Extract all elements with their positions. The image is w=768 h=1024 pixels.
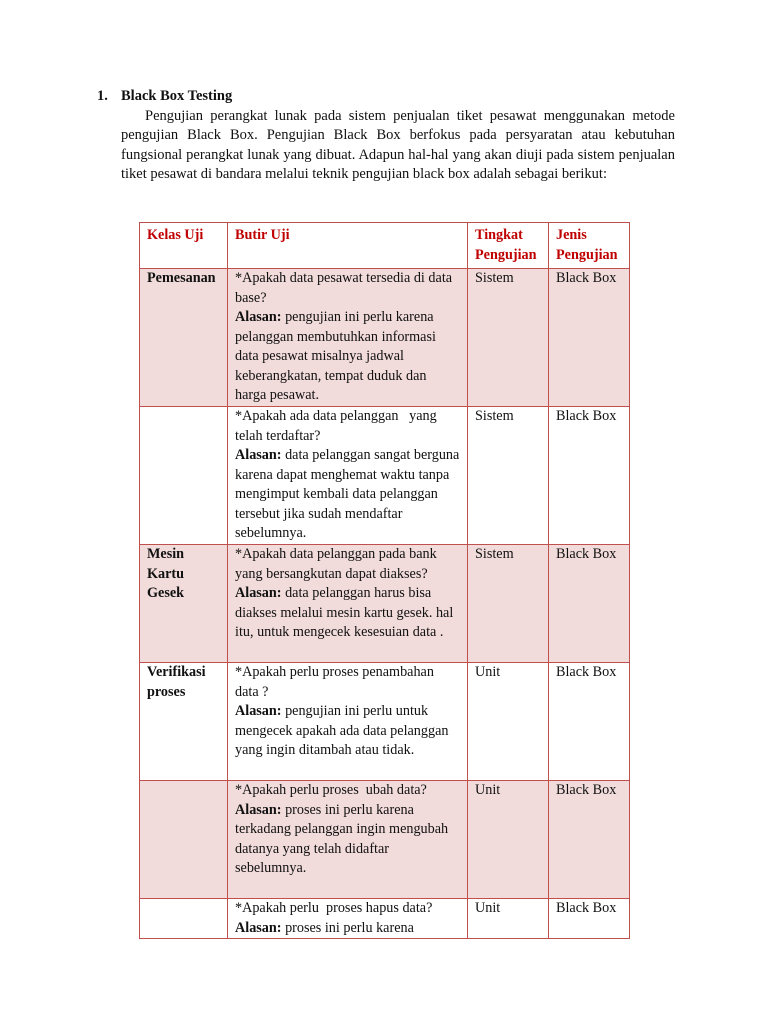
tingkat-cell: Sistem	[468, 545, 549, 663]
jenis-cell: Black Box	[549, 407, 630, 545]
test-reason	[235, 920, 414, 936]
test-reason	[235, 703, 449, 758]
jenis-cell: Black Box	[549, 269, 630, 407]
reason-text: data pelanggan harus bisa diakses melalui mesin kartu gesek. hal itu, untuk mengecek kesesuian data .	[235, 585, 454, 640]
reason-label: Alasan:	[235, 703, 282, 719]
table-row	[140, 899, 630, 939]
kelas-cell	[140, 407, 228, 545]
tingkat-cell: Unit	[468, 899, 549, 939]
reason-text: pengujian ini perlu untuk mengecek apakah ada data pelanggan yang ingin ditambah atau tidak.	[235, 703, 449, 758]
tingkat-cell: Unit	[468, 781, 549, 899]
kelas-cell: Verifikasi proses	[140, 663, 228, 781]
kelas-cell	[140, 781, 228, 899]
jenis-cell: Black Box	[549, 545, 630, 663]
jenis-cell: Black Box	[549, 781, 630, 899]
test-reason	[235, 309, 436, 403]
test-question: *Apakah perlu proses hapus data?	[235, 900, 433, 916]
reason-text: data pelanggan sangat berguna karena dapat menghemat waktu tanpa mengimput kembali data pelanggan tersebut jika sudah mendaftar sebelumnya.	[235, 447, 460, 541]
black-box-test-table	[139, 222, 630, 939]
header-kelas-uji: Kelas Uji	[140, 223, 228, 269]
test-question: *Apakah ada data pelanggan yang telah terdaftar?	[235, 408, 441, 444]
tingkat-cell: Sistem	[468, 269, 549, 407]
reason-text: proses ini perlu karena	[281, 919, 414, 936]
butir-cell	[228, 899, 468, 939]
table-header-row	[140, 223, 630, 269]
reason-text: proses ini perlu karena terkadang pelanggan ingin mengubah datanya yang telah didaftar sebelumnya.	[235, 801, 449, 876]
section-number: 1.	[97, 88, 108, 104]
reason-text: pengujian ini perlu karena pelanggan membutuhkan informasi data pesawat misalnya jadwal keberangkatan, tempat duduk dan harga pesawat.	[235, 309, 436, 403]
reason-label: Alasan:	[235, 919, 282, 936]
section-title: Black Box Testing	[121, 88, 233, 104]
test-reason	[235, 802, 448, 877]
kelas-cell: Pemesanan	[140, 269, 228, 407]
reason-label: Alasan:	[235, 447, 282, 463]
butir-cell	[228, 781, 468, 899]
table-row	[140, 407, 630, 545]
table-row	[140, 663, 630, 781]
table-row	[140, 781, 630, 899]
butir-cell	[228, 545, 468, 663]
table-row	[140, 269, 630, 407]
header-jenis-pengujian: Jenis Pengujian	[549, 223, 630, 269]
butir-cell	[228, 663, 468, 781]
butir-cell	[228, 407, 468, 545]
intro-paragraph	[121, 107, 675, 184]
test-question: *Apakah data pelanggan pada bank yang bersangkutan dapat diakses?	[235, 546, 437, 582]
kelas-cell: Mesin Kartu Gesek	[140, 545, 228, 663]
test-reason	[235, 585, 453, 640]
test-question: *Apakah data pesawat tersedia di data base?	[235, 270, 453, 306]
tingkat-cell: Sistem	[468, 407, 549, 545]
jenis-cell: Black Box	[549, 899, 630, 939]
test-question: *Apakah perlu proses penambahan data ?	[235, 664, 434, 700]
section-heading	[97, 88, 232, 105]
kelas-cell	[140, 899, 228, 939]
reason-label: Alasan:	[235, 309, 282, 325]
tingkat-cell: Unit	[468, 663, 549, 781]
reason-label: Alasan:	[235, 801, 282, 818]
butir-cell	[228, 269, 468, 407]
test-reason	[235, 447, 459, 541]
header-tingkat-pengujian: Tingkat Pengujian	[468, 223, 549, 269]
table-row	[140, 545, 630, 663]
intro-paragraph-text: Pengujian perangkat lunak pada sistem penjualan tiket pesawat menggunakan metode pengujian Black Box. Pengujian Black Box berfokus pada persyaratan atau kebutuhan fungsional perangkat lunak yang dibuat. Adapun hal-hal yang akan diuji pada sistem penjualan tiket pesawat di bandara melalui teknik pengujian black box adalah sebagai berikut:	[121, 108, 675, 182]
test-question: *Apakah perlu proses ubah data?	[235, 782, 427, 798]
header-butir-uji: Butir Uji	[228, 223, 468, 269]
reason-label: Alasan:	[235, 585, 282, 601]
jenis-cell: Black Box	[549, 663, 630, 781]
